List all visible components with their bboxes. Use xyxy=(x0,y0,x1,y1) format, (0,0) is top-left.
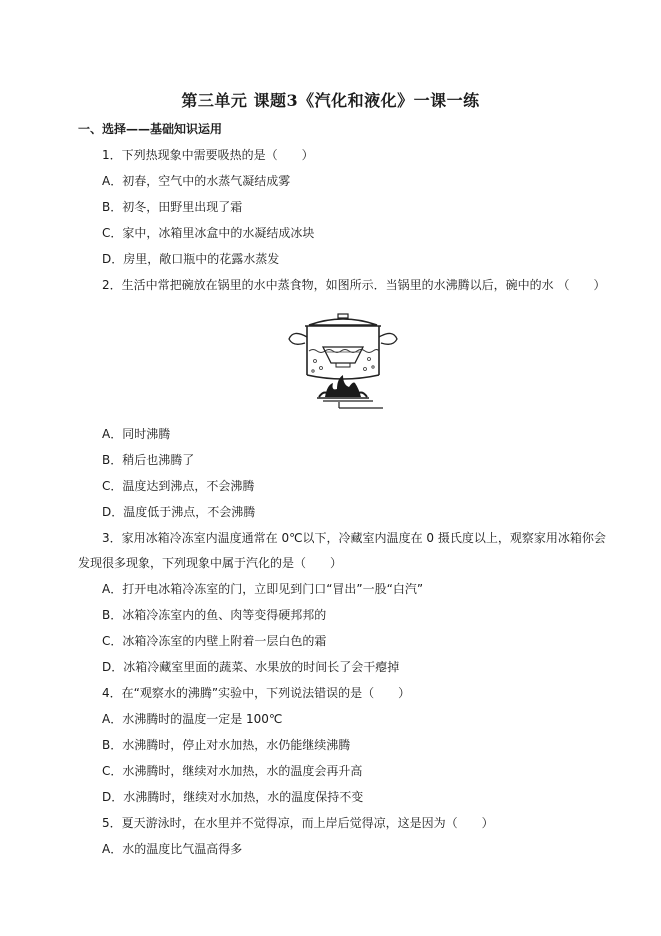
page-title: 第三单元 课题3《汽化和液化》一课一练 xyxy=(181,91,480,110)
section-heading: 一、选择——基础知识运用 xyxy=(78,122,223,136)
question-4-stem: 4．在“观察水的沸腾”实验中，下列说法错误的是（ ） xyxy=(102,686,411,700)
steaming-pot-illustration xyxy=(283,311,403,411)
question-4-option-d: D．水沸腾时，继续对水加热，水的温度保持不变 xyxy=(102,790,364,804)
question-4-option-c: C．水沸腾时，继续对水加热，水的温度会再升高 xyxy=(102,764,363,778)
question-2-option-a: A．同时沸腾 xyxy=(102,427,171,441)
question-1-option-c: C．家中，冰箱里冰盒中的水凝结成冰块 xyxy=(102,226,315,240)
question-2-option-d: D．温度低于沸点，不会沸腾 xyxy=(102,505,256,519)
question-3-stem-continued: 发现很多现象，下列现象中属于汽化的是（ ） xyxy=(78,556,343,570)
question-2-option-c: C．温度达到沸点，不会沸腾 xyxy=(102,479,255,493)
question-3-option-b: B．冰箱冷冻室内的鱼、肉等变得硬邦邦的 xyxy=(102,608,327,622)
question-2-option-b: B．稍后也沸腾了 xyxy=(102,453,195,467)
question-3-option-a: A．打开电冰箱冷冻室的门，立即见到门口“冒出”一股“白汽” xyxy=(102,582,424,596)
question-3-option-d: D．冰箱冷藏室里面的蔬菜、水果放的时间长了会干瘪掉 xyxy=(102,660,400,674)
question-5-option-a: A．水的温度比气温高得多 xyxy=(102,842,243,856)
question-2-stem: 2．生活中常把碗放在锅里的水中蒸食物，如图所示．当锅里的水沸腾以后，碗中的水 （ ） xyxy=(102,278,606,292)
question-1-option-b: B．初冬，田野里出现了霜 xyxy=(102,200,243,214)
question-3-stem: 3．家用冰箱冷冻室内温度通常在 0℃以下，冷藏室内温度在 0 摄氏度以上，观察家用冰箱你会 xyxy=(102,531,606,545)
question-5-stem: 5．夏天游泳时，在水里并不觉得凉，而上岸后觉得凉，这是因为（ ） xyxy=(102,816,494,830)
question-1-stem: 1．下列热现象中需要吸热的是（ ） xyxy=(102,148,314,162)
question-3-option-c: C．冰箱冷冻室的内壁上附着一层白色的霜 xyxy=(102,634,327,648)
question-4-option-a: A．水沸腾时的温度一定是 100℃ xyxy=(102,712,283,726)
question-4-option-b: B．水沸腾时，停止对水加热，水仍能继续沸腾 xyxy=(102,738,351,752)
question-1-option-a: A．初春，空气中的水蒸气凝结成雾 xyxy=(102,174,291,188)
question-1-option-d: D．房里，敞口瓶中的花露水蒸发 xyxy=(102,252,280,266)
